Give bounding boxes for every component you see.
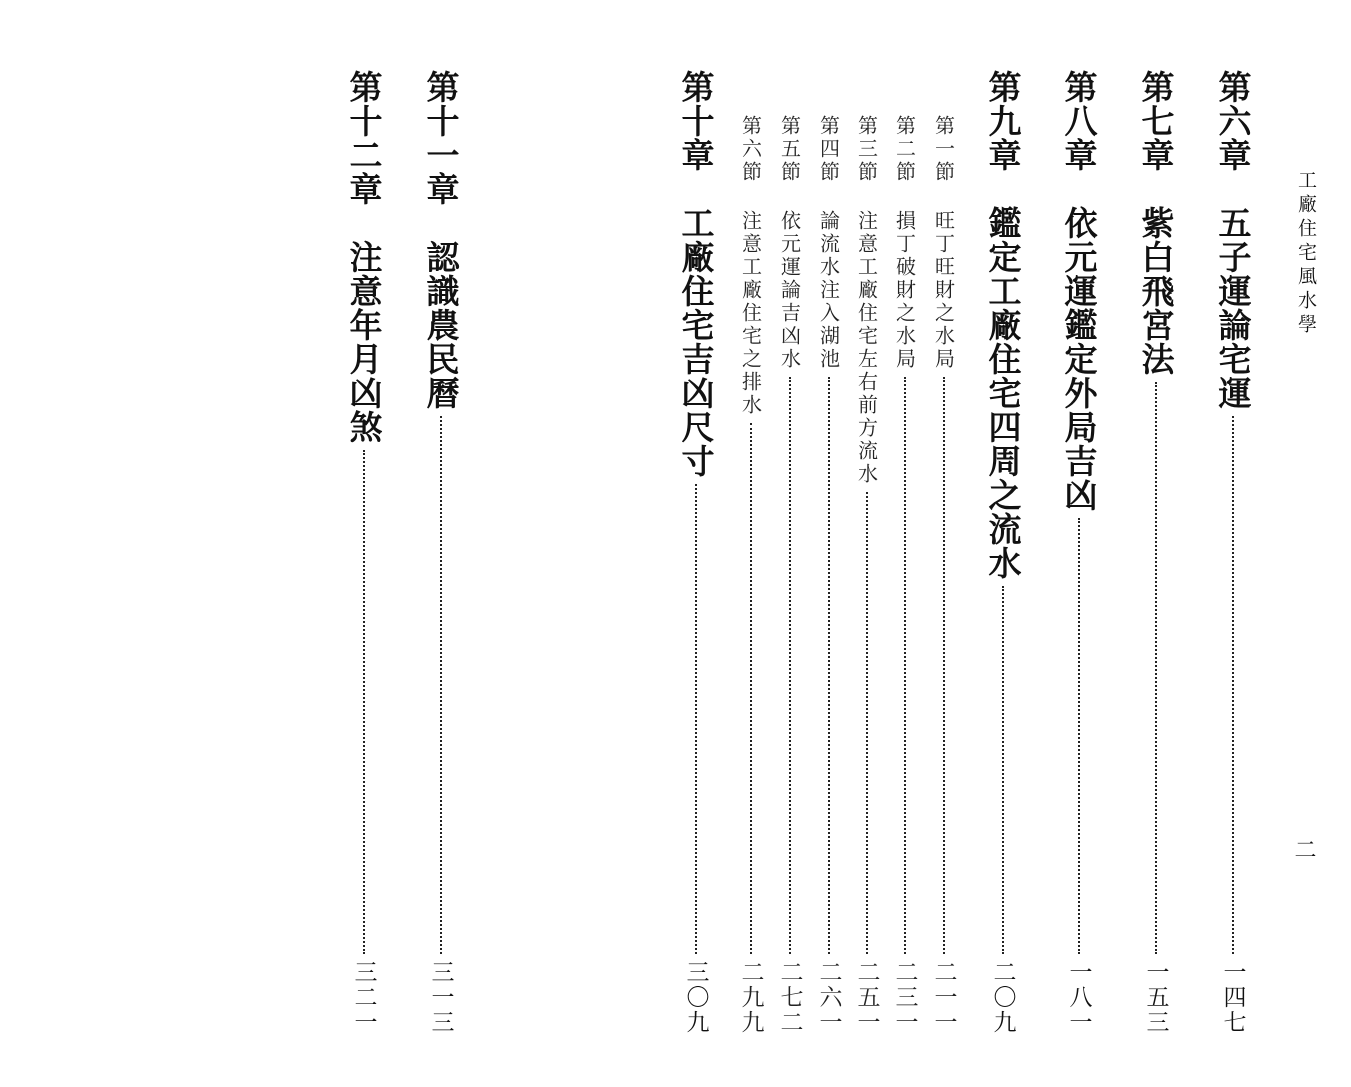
dot-leader [363,450,365,954]
toc-entry-chapter-12[interactable] [344,70,384,1035]
running-head: 工廠住宅風水學 [1295,170,1317,338]
dot-leader [789,377,791,954]
dot-leader [904,377,906,954]
page-ref: 三一三 [427,960,454,1035]
chapter-number: 第十章 [676,70,716,172]
dot-leader [1078,518,1080,954]
page-ref: 一五三 [1142,960,1169,1035]
chapter-title: 工廠住宅吉凶尺寸 [676,206,716,478]
toc-entry-section-2[interactable] [891,115,919,1035]
toc-entry-section-5[interactable] [776,115,804,1035]
page-ref: 一四七 [1219,960,1246,1035]
section-number: 第二節 [892,115,917,184]
section-number: 第三節 [854,115,879,184]
toc-entry-section-6[interactable] [737,115,765,1035]
toc-entry-chapter-7[interactable] [1136,70,1176,1035]
dot-leader [943,377,945,954]
toc-entry-chapter-10[interactable] [676,70,716,1035]
page-ref: 一八一 [1065,960,1092,1035]
section-number: 第五節 [777,115,802,184]
chapter-title: 依元運鑑定外局吉凶 [1059,206,1099,512]
chapter-number: 第六章 [1213,70,1253,172]
section-number: 第一節 [931,115,956,184]
chapter-title: 紫白飛宮法 [1136,206,1176,376]
section-title: 注意工廠住宅左右前方流水 [854,210,879,486]
chapter-number: 第八章 [1059,70,1099,172]
dot-leader [866,492,868,954]
dot-leader [1155,382,1157,954]
dot-leader [440,416,442,954]
chapter-title: 鑑定工廠住宅四周之流水 [983,206,1023,580]
toc-entry-chapter-6[interactable] [1213,70,1253,1035]
section-title: 損丁破財之水局 [892,210,917,371]
page-ref: 二九九 [737,960,764,1035]
toc-entry-section-4[interactable] [815,115,843,1035]
toc-entry-section-3[interactable] [853,115,881,1035]
chapter-number: 第九章 [983,70,1023,172]
dot-leader [1232,416,1234,954]
section-title: 旺丁旺財之水局 [931,210,956,371]
chapter-title: 認識農民曆 [421,240,461,410]
toc-entry-section-1[interactable] [930,115,958,1035]
section-title: 依元運論吉凶水 [777,210,802,371]
section-number: 第六節 [738,115,763,184]
chapter-number: 第十二章 [344,70,384,206]
page-number: 二 [1291,838,1316,860]
section-title: 論流水注入湖池 [816,210,841,371]
dot-leader [750,423,752,954]
section-number: 第四節 [816,115,841,184]
chapter-number: 第七章 [1136,70,1176,172]
toc-entry-chapter-8[interactable] [1059,70,1099,1035]
page-ref: 二六一 [815,960,842,1035]
page-ref: 二〇九 [989,960,1016,1035]
dot-leader [1002,586,1004,954]
page-ref: 二三一 [891,960,918,1035]
chapter-title: 注意年月凶煞 [344,240,384,444]
dot-leader [828,377,830,954]
page-ref: 二五一 [853,960,880,1035]
page-ref: 三二一 [350,960,377,1035]
dot-leader [695,484,697,954]
toc-entry-chapter-11[interactable] [421,70,461,1035]
section-title: 注意工廠住宅之排水 [738,210,763,417]
toc-entry-chapter-9[interactable] [983,70,1023,1035]
page-ref: 二七二 [776,960,803,1035]
page-ref: 三〇九 [682,960,709,1035]
chapter-number: 第十一章 [421,70,461,206]
chapter-title: 五子運論宅運 [1213,206,1253,410]
page-ref: 二一一 [930,960,957,1035]
